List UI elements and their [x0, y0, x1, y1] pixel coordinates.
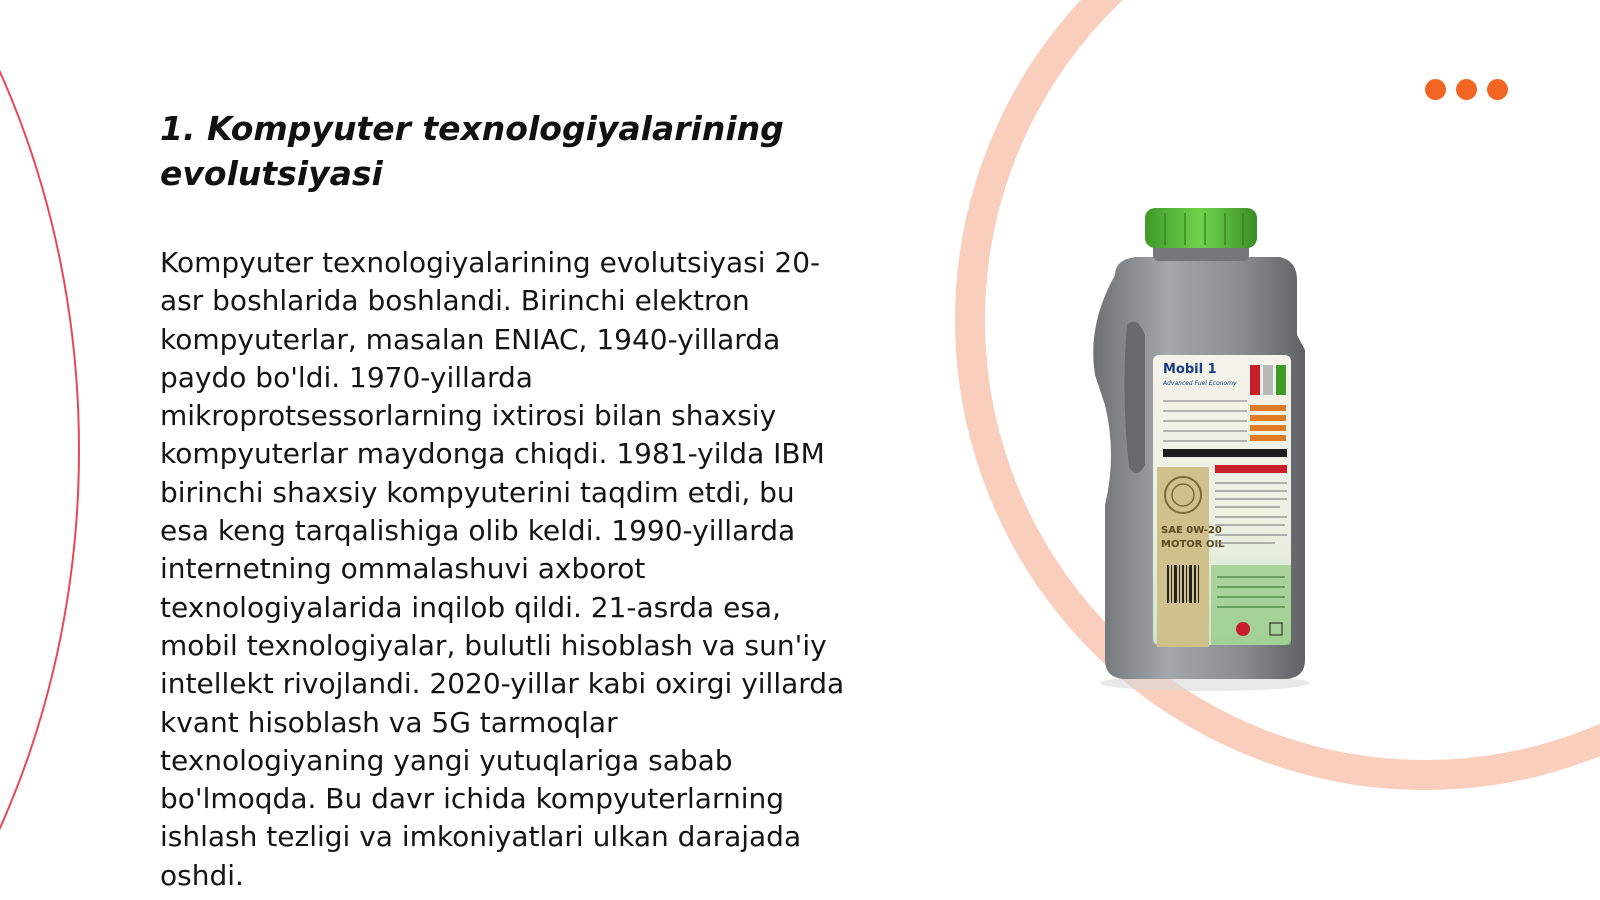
slide-body-text: Kompyuter texnologiyalarining evolutsiyasi 20-asr boshlarida boshlandi. Birinchi elektron kompyuterlar, masalan ENIAC, 1940-yillarda paydo bo'ldi. 1970-yillarda mikroprotsessorlarning ixtirosi bilan shaxsiy kompyuterlar maydonga chiqdi. 1981-yilda IBM birinchi shaxsiy kompyuterini taqdim etdi, bu esa keng tarqalishiga olib keldi. 1990-yillarda internetning ommalashuvi axborot texnologiyalarida inqilob qildi. 21-asrda esa, mobil texnologiyalar, bulutli hisoblash va sun'iy intellekt rivojlandi. 2020-yillar kabi oxirgi yillarda kvant hisoblash va 5G tarmoqlar texnologiyaning yangi yutuqlariga sabab bo'lmoqda. Bu davr ichida kompyuterlarning ishlash tezligi va imkoniyatlari ulkan darajada oshdi. [160, 246, 845, 892]
dots-icon [1425, 79, 1508, 100]
motor-oil-bottle-image [1075, 205, 1335, 695]
dot [1456, 79, 1477, 100]
bottle-type: MOTOR OIL [1161, 539, 1225, 550]
dot [1487, 79, 1508, 100]
bottle-illustration [1075, 205, 1335, 695]
decorative-left-arc [0, 0, 80, 900]
slide-title: 1. Kompyuter texnologiyalarining evolutsiyasi [160, 109, 784, 193]
dot [1425, 79, 1446, 100]
bottle-grade: SAE 0W-20 [1161, 525, 1222, 536]
bottle-subtitle: Advanced Fuel Economy [1163, 380, 1237, 387]
bottle-brand: Mobil 1 [1163, 362, 1217, 377]
